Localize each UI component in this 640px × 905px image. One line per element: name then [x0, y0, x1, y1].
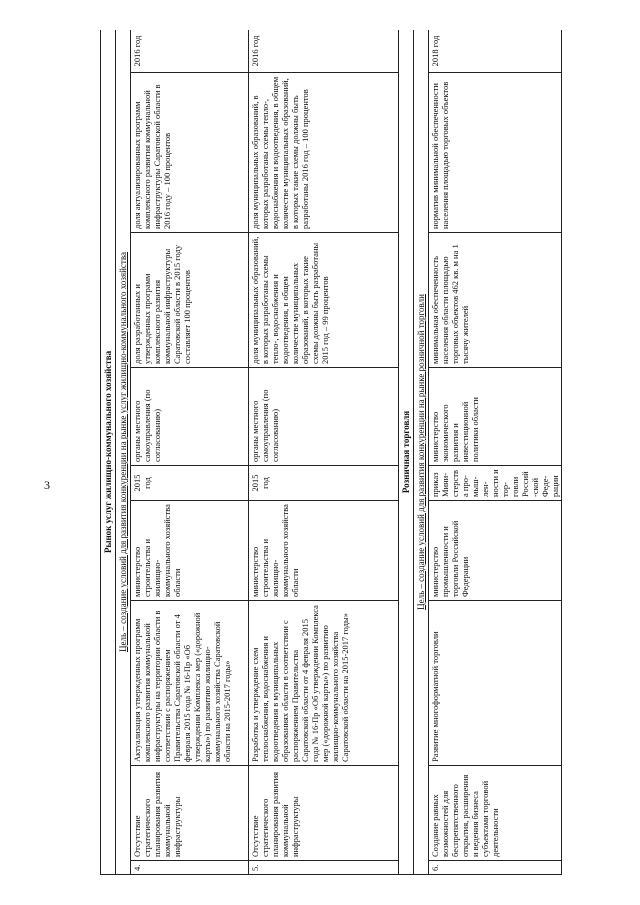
- row-number: 5.: [249, 861, 399, 875]
- row-number: 6.: [429, 861, 562, 875]
- section-goal-retail: Цель – создание условий для развития конкуренции на рынке розничной торговли: [414, 30, 429, 875]
- page-number: 3: [44, 478, 50, 492]
- table-row: [429, 30, 562, 875]
- current-indicator-cell: минимальная обеспеченность населения области площадью торговых объектов 462 кв. м на 1 тысячу жителей: [429, 233, 562, 368]
- executors-cell: органы местного самоуправления (по согласованию): [249, 368, 399, 466]
- document-sheet: [100, 30, 620, 875]
- responsible-cell: министерство промышленности и торговли Российской Федерации: [429, 501, 562, 601]
- measure-cell: Актуализация утвержденных программ комплексного развития коммунальной инфраструктуры на территории области в соответствии с распоряжением Правительства Саратовской области от 4 февраля 2015 года № 16-Пр «Об утверждении Комплекса мер («дорожной карты») по развитию жилищно-коммунального хозяйства Саратовской области на 2015-2017 годы»: [131, 601, 249, 766]
- target-indicator-cell: доля муниципальных образований, в которых разработаны схемы тепло-, водоснабжения и водоотведения, в общем количестве муниципальных образований, в которых такие схемы должны быть разработаны 2016 год – 100 процентов: [249, 73, 399, 233]
- responsible-cell: министерство строительства и жилищно-коммунального хозяйства области: [249, 501, 399, 601]
- deadline-cell: приказ Мини-стерства про-мыш-лен-ности и тор-говли Россий-ской Феде-рации: [429, 466, 562, 501]
- section-title-housing: Рынок услуг жилищно-коммунального хозяйства: [101, 30, 116, 875]
- problem-cell: Создание равных возможностей для беспрепятственного открытия, расширения и ведения бизнеса субъектами торговой деятельности: [429, 766, 562, 861]
- measures-table: [100, 30, 562, 875]
- year-cell: 2016 год: [249, 30, 399, 73]
- deadline-cell: 2015 год: [131, 466, 249, 501]
- executors-cell: органы местного самоуправления (по согласованию): [131, 368, 249, 466]
- responsible-cell: министерство строительства и жилищно-коммунального хозяйства области: [131, 501, 249, 601]
- rotated-content: [100, 30, 620, 875]
- section-title-retail: Розничная торговля: [399, 30, 414, 875]
- target-indicator-cell: норматив минимальной обеспеченности населения площадью торговых объектов: [429, 73, 562, 233]
- year-cell: 2016 год: [131, 30, 249, 73]
- target-indicator-cell: доля актуализированных программ комплексного развития коммунальной инфраструктуры Саратовской области в 2016 году – 100 процентов: [131, 73, 249, 233]
- current-indicator-cell: доля разработанных и утвержденных программ комплексного развития коммунальной инфраструктуры Саратовской области в 2015 году составляет 100 процентов: [131, 233, 249, 368]
- table-row: [249, 30, 399, 875]
- measure-cell: Развитие многоформатной торговли: [429, 601, 562, 766]
- measure-cell: Разработка и утверждение схем теплоснабжения, водоснабжения и водоотведения в муниципальных образованиях области в соответствии с распоряжением Правительства Саратовской области от 4 февраля 2015 года № 16-Пр «Об утверждении Комплекса мер («дорожной карты») по развитию жилищно-коммунального хозяйства Саратовской области на 2015-2017 годы»: [249, 601, 399, 766]
- row-number: 4.: [131, 861, 249, 875]
- year-cell: 2018 год: [429, 30, 562, 73]
- section-goal-housing: Цель – создание условий для развития конкуренции на рынке услуг жилищно-коммунального хозяйства: [116, 30, 131, 875]
- problem-cell: Отсутствие стратегического планирования развития коммунальной инфраструктуры: [249, 766, 399, 861]
- current-indicator-cell: доля муниципальных образований, в которых разработаны схемы тепло-, водоснабжения и водоотведения, в общем количестве муниципальных образований, в которых такие схемы должны быть разработаны 2015 год – 99 процентов: [249, 233, 399, 368]
- problem-cell: Отсутствие стратегического планирования развития коммунальной инфраструктуры: [131, 766, 249, 861]
- executors-cell: министерство экономического развития и инвестиционной политики области: [429, 368, 562, 466]
- table-row: [131, 30, 249, 875]
- deadline-cell: 2015 год: [249, 466, 399, 501]
